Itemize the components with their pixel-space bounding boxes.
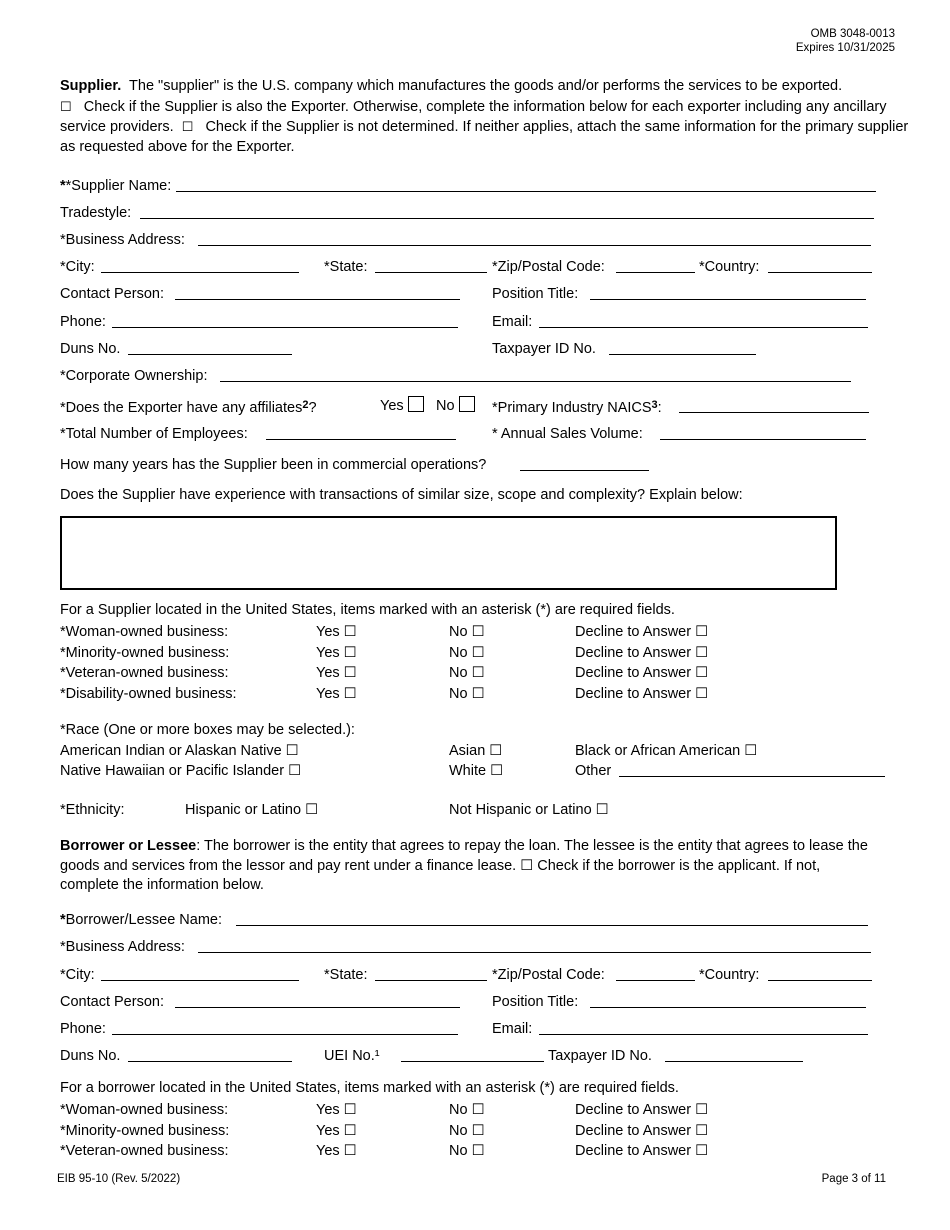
demo-no-checkbox[interactable]: No ☐ <box>449 1102 485 1118</box>
supplier-phone-field[interactable] <box>112 313 458 328</box>
supplier-state-label: *State: <box>324 259 368 275</box>
demo-no-checkbox[interactable]: No ☐ <box>449 686 485 702</box>
demo-no-checkbox[interactable]: No ☐ <box>449 624 485 640</box>
race-nhpi-checkbox[interactable]: Native Hawaiian or Pacific Islander ☐ <box>60 763 302 779</box>
omb-number: OMB 3048-0013 <box>810 28 895 40</box>
supplier-city-field[interactable] <box>101 258 299 273</box>
sales-volume-label: * Annual Sales Volume: <box>492 426 643 442</box>
borrower-state-label: *State: <box>324 967 368 983</box>
demo-decline-checkbox[interactable]: Decline to Answer ☐ <box>575 686 709 702</box>
years-operations-label: How many years has the Supplier been in commercial operations? <box>60 457 487 473</box>
borrower-country-field[interactable] <box>768 966 872 981</box>
supplier-not-determined-label: Check if the Supplier is not determined. If neither applies, attach the same information for the primary supplier as requested above for the Exporter. <box>60 119 909 155</box>
race-other-field[interactable] <box>619 762 885 777</box>
race-black-checkbox[interactable]: Black or African American ☐ <box>575 743 758 759</box>
demo-label: *Minority-owned business: <box>60 1123 230 1139</box>
race-other-label: Other <box>575 763 612 779</box>
demo-yes-checkbox[interactable]: Yes ☐ <box>316 1102 357 1118</box>
borrower-address-field[interactable] <box>198 938 871 953</box>
borrower-contact-field[interactable] <box>175 993 460 1008</box>
borrower-state-field[interactable] <box>375 966 487 981</box>
naics-label: *Primary Industry NAICS$^3$: <box>492 399 662 416</box>
supplier-demo-intro: For a Supplier located in the United States, items marked with an asterisk (*) are required fields. <box>60 602 675 618</box>
borrower-intro <box>60 837 875 896</box>
demo-decline-checkbox[interactable]: Decline to Answer ☐ <box>575 1143 709 1159</box>
demo-label: *Woman-owned business: <box>60 624 229 640</box>
supplier-position-label: Position Title: <box>492 286 579 302</box>
supplier-is-exporter-label: Check if the Supplier is also the Exporter. Otherwise, complete the information below for each exporter including any ancillary service providers. <box>60 98 887 135</box>
supplier-is-exporter-checkbox[interactable]: ☐ <box>60 98 72 114</box>
supplier-contact-field[interactable] <box>175 285 460 300</box>
demo-decline-checkbox[interactable]: Decline to Answer ☐ <box>575 645 709 661</box>
supplier-title: Supplier. <box>60 78 122 94</box>
borrower-city-field[interactable] <box>101 966 299 981</box>
affiliates-no: No <box>436 396 475 415</box>
race-asian-checkbox[interactable]: Asian ☐ <box>449 743 503 759</box>
borrower-position-label: Position Title: <box>492 994 579 1010</box>
borrower-address-label: *Business Address: <box>60 939 185 955</box>
borrower-uei-field[interactable] <box>401 1047 544 1062</box>
supplier-state-field[interactable] <box>375 258 487 273</box>
not-hispanic-checkbox[interactable]: Not Hispanic or Latino ☐ <box>449 802 609 818</box>
demo-yes-checkbox[interactable]: Yes ☐ <box>316 686 357 702</box>
borrower-name-label: *Borrower/Lessee Name: <box>60 912 222 928</box>
supplier-address-label: *Business Address: <box>60 232 185 248</box>
borrower-duns-field[interactable] <box>128 1047 292 1062</box>
borrower-duns-label: Duns No. <box>60 1048 121 1064</box>
affiliates-yes-checkbox[interactable] <box>408 396 424 412</box>
employees-label: *Total Number of Employees: <box>60 426 248 442</box>
years-operations-field[interactable] <box>520 456 649 471</box>
demo-no-checkbox[interactable]: No ☐ <box>449 1143 485 1159</box>
supplier-country-label: *Country: <box>699 259 760 275</box>
borrower-contact-label: Contact Person: <box>60 994 164 1010</box>
borrower-phone-field[interactable] <box>112 1020 458 1035</box>
corporate-ownership-label: *Corporate Ownership: <box>60 368 208 384</box>
supplier-zip-label: *Zip/Postal Code: <box>492 259 605 275</box>
demo-decline-checkbox[interactable]: Decline to Answer ☐ <box>575 665 709 681</box>
borrower-taxpayer-label: Taxpayer ID No. <box>548 1048 652 1064</box>
borrower-name-field[interactable] <box>236 911 868 926</box>
employees-field[interactable] <box>266 425 456 440</box>
race-aian-checkbox[interactable]: American Indian or Alaskan Native ☐ <box>60 743 299 759</box>
ethnicity-label: *Ethnicity: <box>60 802 125 818</box>
demo-decline-checkbox[interactable]: Decline to Answer ☐ <box>575 624 709 640</box>
affiliates-no-checkbox[interactable] <box>459 396 475 412</box>
demo-label: *Disability-owned business: <box>60 686 237 702</box>
experience-textarea[interactable] <box>60 516 837 590</box>
demo-decline-checkbox[interactable]: Decline to Answer ☐ <box>575 1123 709 1139</box>
borrower-zip-field[interactable] <box>616 966 695 981</box>
demo-yes-checkbox[interactable]: Yes ☐ <box>316 624 357 640</box>
supplier-taxpayer-label: Taxpayer ID No. <box>492 341 596 357</box>
borrower-uei-label: UEI No.¹ <box>324 1048 380 1064</box>
demo-label: *Woman-owned business: <box>60 1102 229 1118</box>
demo-decline-checkbox[interactable]: Decline to Answer ☐ <box>575 1102 709 1118</box>
form-number: EIB 95-10 (Rev. 5/2022) <box>57 1173 181 1185</box>
page-number: Page 3 of 11 <box>821 1173 886 1185</box>
demo-no-checkbox[interactable]: No ☐ <box>449 1123 485 1139</box>
borrower-country-label: *Country: <box>699 967 760 983</box>
race-title: *Race (One or more boxes may be selected.): <box>60 722 355 738</box>
borrower-phone-label: Phone: <box>60 1021 106 1037</box>
borrower-title: Borrower or Lessee <box>60 838 197 854</box>
naics-field[interactable] <box>679 398 869 413</box>
borrower-city-label: *City: <box>60 967 95 983</box>
tradestyle-field[interactable] <box>140 204 874 219</box>
supplier-duns-label: Duns No. <box>60 341 121 357</box>
sales-volume-field[interactable] <box>660 425 866 440</box>
borrower-definition: : The borrower is the entity that agrees to repay the loan. The lessee is the entity that agrees to lease the goods and services from the lessor and pay rent under a finance lease. ☐ Check if the borrower is the applicant. If not, complete the information below. <box>60 838 868 893</box>
race-white-checkbox[interactable]: White ☐ <box>449 763 504 779</box>
demo-label: *Minority-owned business: <box>60 645 230 661</box>
experience-question: Does the Supplier have experience with transactions of similar size, scope and complexity? Explain below: <box>60 487 743 503</box>
supplier-email-label: Email: <box>492 314 533 330</box>
demo-yes-checkbox[interactable]: Yes ☐ <box>316 645 357 661</box>
borrower-taxpayer-field[interactable] <box>665 1047 803 1062</box>
supplier-intro <box>60 77 920 157</box>
demo-label: *Veteran-owned business: <box>60 665 229 681</box>
demo-no-checkbox[interactable]: No ☐ <box>449 665 485 681</box>
demo-yes-checkbox[interactable]: Yes ☐ <box>316 1123 357 1139</box>
demo-yes-checkbox[interactable]: Yes ☐ <box>316 665 357 681</box>
supplier-position-field[interactable] <box>590 285 866 300</box>
affiliates-question: *Does the Exporter have any affiliates$^2$? <box>60 399 317 416</box>
hispanic-checkbox[interactable]: Hispanic or Latino ☐ <box>185 802 319 818</box>
affiliates-yes: Yes <box>380 396 424 415</box>
borrower-zip-label: *Zip/Postal Code: <box>492 967 605 983</box>
supplier-taxpayer-field[interactable] <box>609 340 756 355</box>
supplier-zip-field[interactable] <box>616 258 695 273</box>
demo-yes-checkbox[interactable]: Yes ☐ <box>316 1143 357 1159</box>
expiration-date: Expires 10/31/2025 <box>795 42 895 54</box>
borrower-email-field[interactable] <box>539 1020 868 1035</box>
borrower-demo-intro: For a borrower located in the United States, items marked with an asterisk (*) are required fields. <box>60 1080 679 1096</box>
supplier-phone-label: Phone: <box>60 314 106 330</box>
supplier-city-label: *City: <box>60 259 95 275</box>
supplier-not-determined-checkbox[interactable]: ☐ <box>181 119 194 134</box>
demo-no-checkbox[interactable]: No ☐ <box>449 645 485 661</box>
demo-label: *Veteran-owned business: <box>60 1143 229 1159</box>
borrower-position-field[interactable] <box>590 993 866 1008</box>
supplier-definition: The "supplier" is the U.S. company which manufactures the goods and/or performs the services to be exported. <box>129 78 843 94</box>
borrower-email-label: Email: <box>492 1021 533 1037</box>
corporate-ownership-field[interactable] <box>220 367 851 382</box>
tradestyle-label: Tradestyle: <box>60 205 132 221</box>
supplier-name-field[interactable] <box>176 177 876 192</box>
supplier-duns-field[interactable] <box>128 340 292 355</box>
supplier-contact-label: Contact Person: <box>60 286 164 302</box>
supplier-name-label: **Supplier Name: <box>60 178 172 194</box>
supplier-address-field[interactable] <box>198 231 871 246</box>
supplier-country-field[interactable] <box>768 258 872 273</box>
supplier-email-field[interactable] <box>539 313 868 328</box>
